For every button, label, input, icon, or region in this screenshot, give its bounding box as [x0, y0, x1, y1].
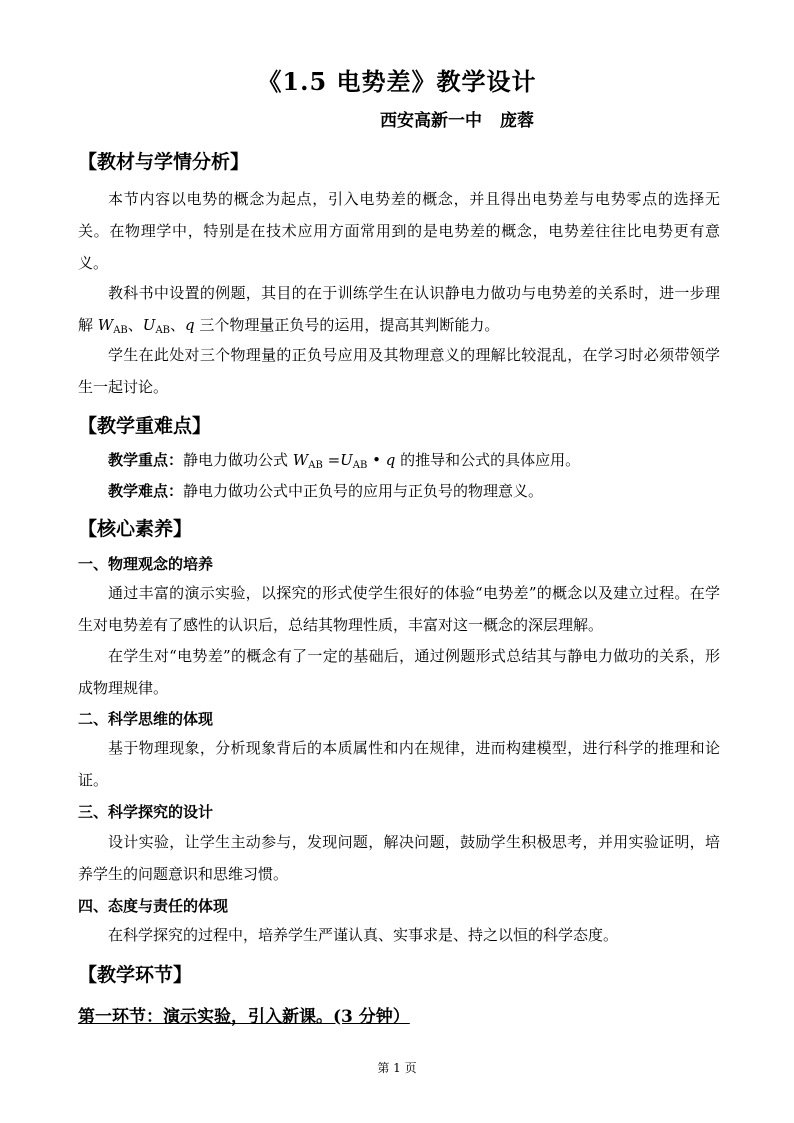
page-number: 第 1 页 [377, 1061, 417, 1075]
literacy-section-1-paragraph-1: 通过丰富的演示实验，以探究的形式使学生很好的体验“电势差”的概念以及建立过程。在学生对电势差有了感性的认识后，总结其物理性质，丰富对这一概念的深层理解。 [78, 584, 720, 634]
teaching-focus: 教学重点：静电力做功公式 $W_{AB} =U_{AB}$ • q 的推导和公式的具体应用。 [108, 451, 581, 471]
analysis-paragraph-1: 本节内容以电势的概念为起点，引入电势差的概念，并且得出电势差与电势零点的选择无关。在物理学中，特别是在技术应用方面常用到的是电势差的概念，电势差往往比电势更有意义。 [78, 190, 720, 272]
literacy-section-3-paragraph: 设计实验，让学生主动参与，发现问题，解决问题，鼓励学生积极思考，并用实验证明，培养学生的问题意识和思维习惯。 [78, 833, 720, 883]
analysis-paragraph-3: 学生在此处对三个物理量的正负号应用及其物理意义的理解比较混乱，在学习时必须带领学生一起讨论。 [78, 346, 720, 396]
heading-keypoints: 【教学重难点】 [78, 415, 212, 437]
literacy-section-2-paragraph: 基于物理现象，分析现象背后的本质属性和内在规律，进而构建模型，进行科学的推理和论证。 [78, 739, 720, 789]
literacy-section-1-title: 一、物理观念的培养 [78, 555, 214, 573]
process-step-1: 第一环节：演示实验，引入新课。(3 分钟） [78, 1007, 410, 1027]
literacy-section-4-paragraph: 在科学探究的过程中，培养学生严谨认真、实事求是、持之以恒的科学态度。 [108, 926, 619, 944]
document-title: 《1.5 电势差》教学设计 [257, 67, 537, 96]
author-name: 庞蓉 [500, 111, 534, 131]
analysis-paragraph-2: 教科书中设置的例题，其目的在于训练学生在认识静电力做功与电势差的关系时，进一步理解 $W_{AB}$、$U_{AB}$、q 三个物理量正负号的运用，提高其判断能力。 [78, 284, 720, 336]
heading-process: 【教学环节】 [78, 964, 193, 986]
heading-analysis: 【教材与学情分析】 [78, 151, 250, 173]
literacy-section-1-paragraph-2: 在学生对“电势差”的概念有了一定的基础后，通过例题形式总结其与静电力做功的关系，形成物理规律。 [78, 647, 720, 697]
author-school: 西安高新一中 [380, 111, 482, 131]
literacy-section-3-title: 三、科学探究的设计 [78, 803, 214, 821]
teaching-difficulty: 教学难点：静电力做功公式中正负号的应用与正负号的物理意义。 [108, 482, 544, 500]
heading-literacy: 【核心素养】 [78, 518, 193, 540]
literacy-section-4-title: 四、态度与责任的体现 [78, 897, 229, 915]
literacy-section-2-title: 二、科学思维的体现 [78, 710, 214, 728]
author-line [380, 106, 552, 131]
